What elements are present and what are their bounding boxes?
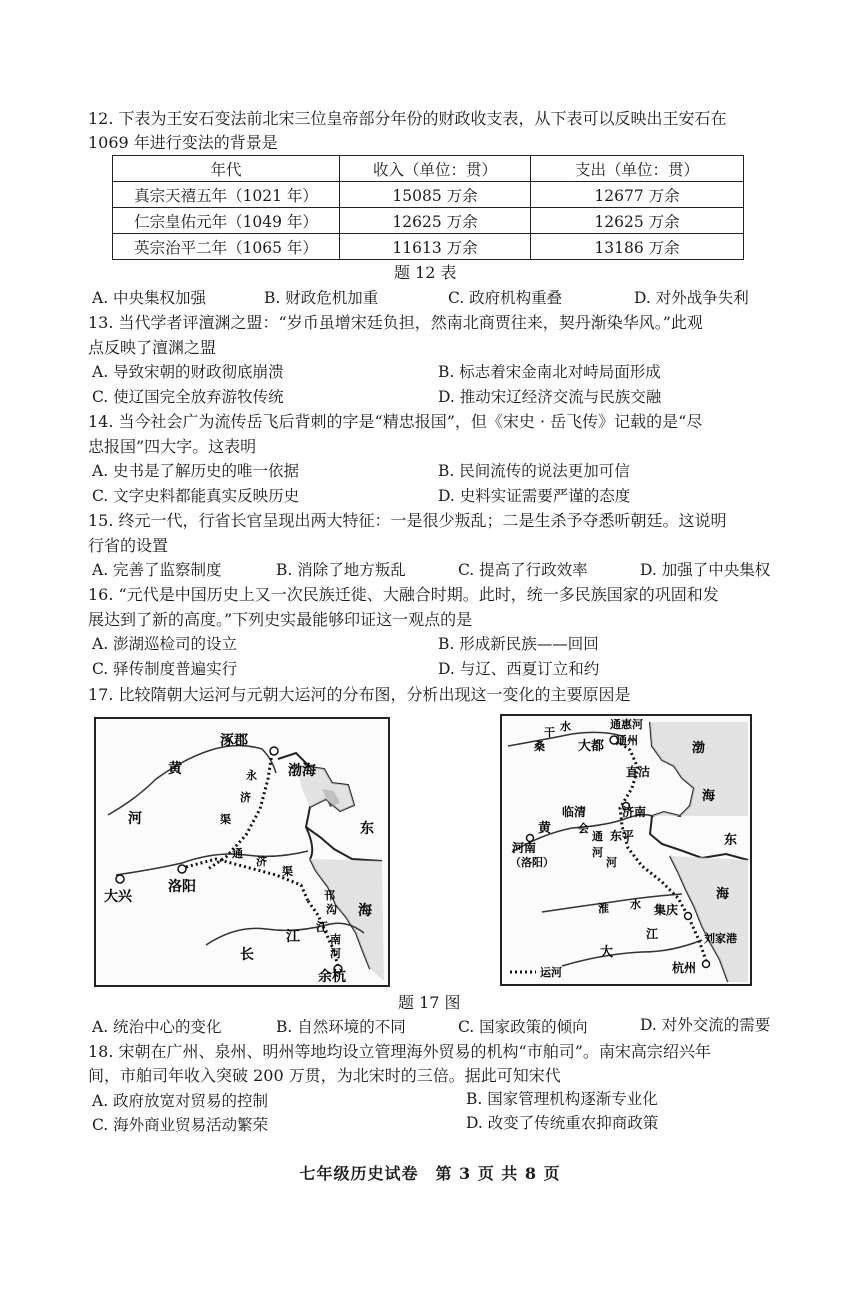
q14-option-a[interactable]: A. 史书是了解历史的唯一依据 [92, 462, 300, 480]
table-header-cell: 年代 [113, 156, 340, 182]
q15-stem-line1: 15. 终元一代，行省长官呈现出两大特征：一是很少叛乱；二是生杀予夺悉听朝廷。这说明 [88, 511, 727, 530]
q17-option-a[interactable]: A. 统治中心的变化 [92, 1018, 222, 1036]
map-label: 大都 [578, 739, 605, 754]
page-footer: 七年级历史试卷 第 3 页 共 8 页 [299, 1164, 561, 1183]
table-row [113, 182, 744, 208]
map-label: 东平 [610, 829, 635, 843]
q15-option-a[interactable]: A. 完善了监察制度 [92, 561, 222, 579]
q18-stem-line1: 18. 宋朝在广州、泉州、明州等地均设立管理海外贸易的机构“市舶司”。南宋高宗绍兴年 [88, 1042, 711, 1061]
q18-option-a[interactable]: A. 政府放宽对贸易的控制 [92, 1092, 269, 1110]
q14-option-c[interactable]: C. 文字史料都能真实反映历史 [92, 487, 300, 505]
map-label: 洛阳 [168, 879, 196, 895]
map-label: 黄 [538, 821, 552, 836]
map-label: 江 [646, 927, 659, 941]
map-label: 沟 [326, 903, 337, 916]
table-row [113, 234, 744, 260]
q15-option-b[interactable]: B. 消除了地方叛乱 [276, 561, 406, 579]
table-cell: 15085 万余 [340, 182, 531, 208]
table-cell: 11613 万余 [340, 234, 531, 260]
sui-canal-map-drawing [96, 719, 388, 985]
map-label: 余杭 [318, 969, 346, 985]
table-cell: 真宗天禧五年（1021 年） [113, 182, 340, 208]
map-label: 水 [630, 898, 641, 911]
map-label: 临清 [562, 805, 587, 819]
table-cell: 13186 万余 [531, 234, 744, 260]
q15-stem-line2: 行省的设置 [88, 536, 169, 555]
map-label: 东 [724, 833, 738, 848]
map-label: 济 [256, 855, 267, 868]
map-label: 长 [240, 947, 254, 963]
map-label: 杭州 [672, 961, 697, 975]
yuan-canal-map [500, 714, 752, 986]
map-label: 直沽 [626, 765, 651, 779]
q17-option-b[interactable]: B. 自然环境的不同 [276, 1018, 406, 1036]
map-label: 涿郡 [220, 733, 248, 749]
table-cell: 12625 万余 [531, 208, 744, 234]
map-label: 水 [560, 720, 571, 733]
map-label: 河 [128, 811, 142, 827]
q12-stem-line1: 12. 下表为王安石变法前北宋三位皇帝部分年份的财政收支表，从下表可以反映出王安石在 [88, 109, 727, 128]
q16-option-b[interactable]: B. 形成新民族——回回 [438, 635, 599, 653]
map-label: 江 [316, 920, 329, 934]
table-row [113, 208, 744, 234]
map-label: 桑 [534, 740, 545, 753]
map-label: 通惠河 [610, 718, 643, 731]
map-label: 济南 [622, 805, 647, 819]
map-label: 济 [240, 791, 251, 804]
q17-option-c[interactable]: C. 国家政策的倾向 [458, 1018, 588, 1036]
q13-option-b[interactable]: B. 标志着宋金南北对峙局面形成 [438, 363, 661, 381]
q16-option-d[interactable]: D. 与辽、西夏订立和约 [438, 660, 600, 678]
map-label: 通 [232, 847, 243, 860]
table-cell: 12625 万余 [340, 208, 531, 234]
map-label: 渤海 [288, 763, 316, 779]
legend-label: 运河 [540, 966, 562, 979]
q13-stem-line1: 13. 当代学者评澶渊之盟：“岁币虽增宋廷负担，然南北商贾往来，契丹渐染华风。”此观 [88, 313, 703, 332]
map-label: 邗 [324, 889, 335, 902]
map-label: 淮 [598, 902, 609, 915]
table-header-cell: 支出（单位：贯） [531, 156, 744, 182]
map-label: 海 [716, 887, 730, 902]
q15-option-d[interactable]: D. 加强了中央集权 [640, 561, 771, 579]
q12-option-b[interactable]: B. 财政危机加重 [264, 289, 379, 307]
map-label: 会 [578, 822, 589, 835]
q12-table-caption: 题 12 表 [394, 263, 457, 282]
q14-stem-line1: 14. 当今社会广为流传岳飞后背刺的字是“精忠报国”，但《宋史 · 岳飞传》记载的是“尽 [88, 412, 703, 431]
q14-stem-line2: 忠报国”四大字。这表明 [88, 437, 257, 456]
q16-option-c[interactable]: C. 驿传制度普遍实行 [92, 660, 238, 678]
q13-stem-line2: 点反映了澶渊之盟 [88, 338, 217, 357]
q14-option-b[interactable]: B. 民间流传的说法更加可信 [438, 462, 630, 480]
map-label: 大 [600, 945, 614, 960]
table-header-row [113, 156, 744, 182]
map-label: 海 [358, 903, 372, 919]
q18-option-b[interactable]: B. 国家管理机构逐渐专业化 [466, 1090, 658, 1108]
q16-option-a[interactable]: A. 澎湖巡检司的设立 [92, 635, 238, 653]
map-label: 河 [592, 846, 603, 859]
table-cell: 12677 万余 [531, 182, 744, 208]
map-label: 渠 [220, 813, 231, 826]
table-header-cell: 收入（单位：贯） [340, 156, 531, 182]
map-label: 通州 [616, 734, 638, 747]
q14-option-d[interactable]: D. 史料实证需要严谨的态度 [438, 487, 631, 505]
q16-stem-line1: 16. “元代是中国历史上又一次民族迁徙、大融合时期。此时，统一多民族国家的巩固和发 [88, 585, 719, 604]
q17-figure-caption: 题 17 图 [398, 993, 461, 1012]
map-label: 大兴 [104, 889, 132, 905]
map-label: 河 [330, 947, 341, 960]
q13-option-c[interactable]: C. 使辽国完全放弃游牧传统 [92, 388, 284, 406]
map-label: 干 [544, 726, 555, 739]
map-label: 河南 [512, 841, 537, 855]
map-label: 南 [330, 933, 341, 946]
q15-option-c[interactable]: C. 提高了行政效率 [458, 561, 588, 579]
table-cell: 英宗治平二年（1065 年） [113, 234, 340, 260]
map-label: 永 [246, 769, 257, 782]
q17-stem-line1: 17. 比较隋朝大运河与元朝大运河的分布图，分析出现这一变化的主要原因是 [88, 685, 631, 704]
q18-option-c[interactable]: C. 海外商业贸易活动繁荣 [92, 1116, 269, 1134]
map-label: 渤 [692, 741, 706, 756]
map-label: 海 [702, 789, 716, 804]
sui-canal-map [94, 717, 390, 987]
map-label: （洛阳） [510, 856, 554, 869]
map-label: 东 [360, 821, 374, 837]
map-label: 集庆 [654, 903, 679, 917]
map-label: 通 [592, 830, 603, 843]
q12-option-a[interactable]: A. 中央集权加强 [92, 289, 207, 307]
q12-option-c[interactable]: C. 政府机构重叠 [448, 289, 563, 307]
map-label: 渠 [282, 865, 293, 878]
q12-stem-line2: 1069 年进行变法的背景是 [88, 133, 278, 152]
q18-stem-line2: 间，市舶司年收入突破 200 万贯，为北宋时的三倍。据此可知宋代 [88, 1066, 561, 1085]
q12-option-d[interactable]: D. 对外战争失利 [634, 289, 749, 307]
yuan-canal-map-drawing [502, 716, 750, 984]
map-label: 河 [606, 856, 617, 869]
q13-option-d[interactable]: D. 推动宋辽经济交流与民族交融 [438, 388, 662, 406]
map-label: 江 [286, 929, 300, 945]
q16-stem-line2: 展达到了新的高度。”下列史实最能够印证这一观点的是 [88, 610, 473, 629]
q17-option-d[interactable]: D. 对外交流的需要 [640, 1016, 771, 1034]
map-label: 刘家港 [704, 932, 737, 945]
q13-option-a[interactable]: A. 导致宋朝的财政彻底崩溃 [92, 363, 284, 381]
q18-option-d[interactable]: D. 改变了传统重农抑商政策 [466, 1114, 659, 1132]
q12-finance-table [112, 155, 744, 260]
map-label: 黄 [168, 761, 182, 777]
table-cell: 仁宗皇佑元年（1049 年） [113, 208, 340, 234]
